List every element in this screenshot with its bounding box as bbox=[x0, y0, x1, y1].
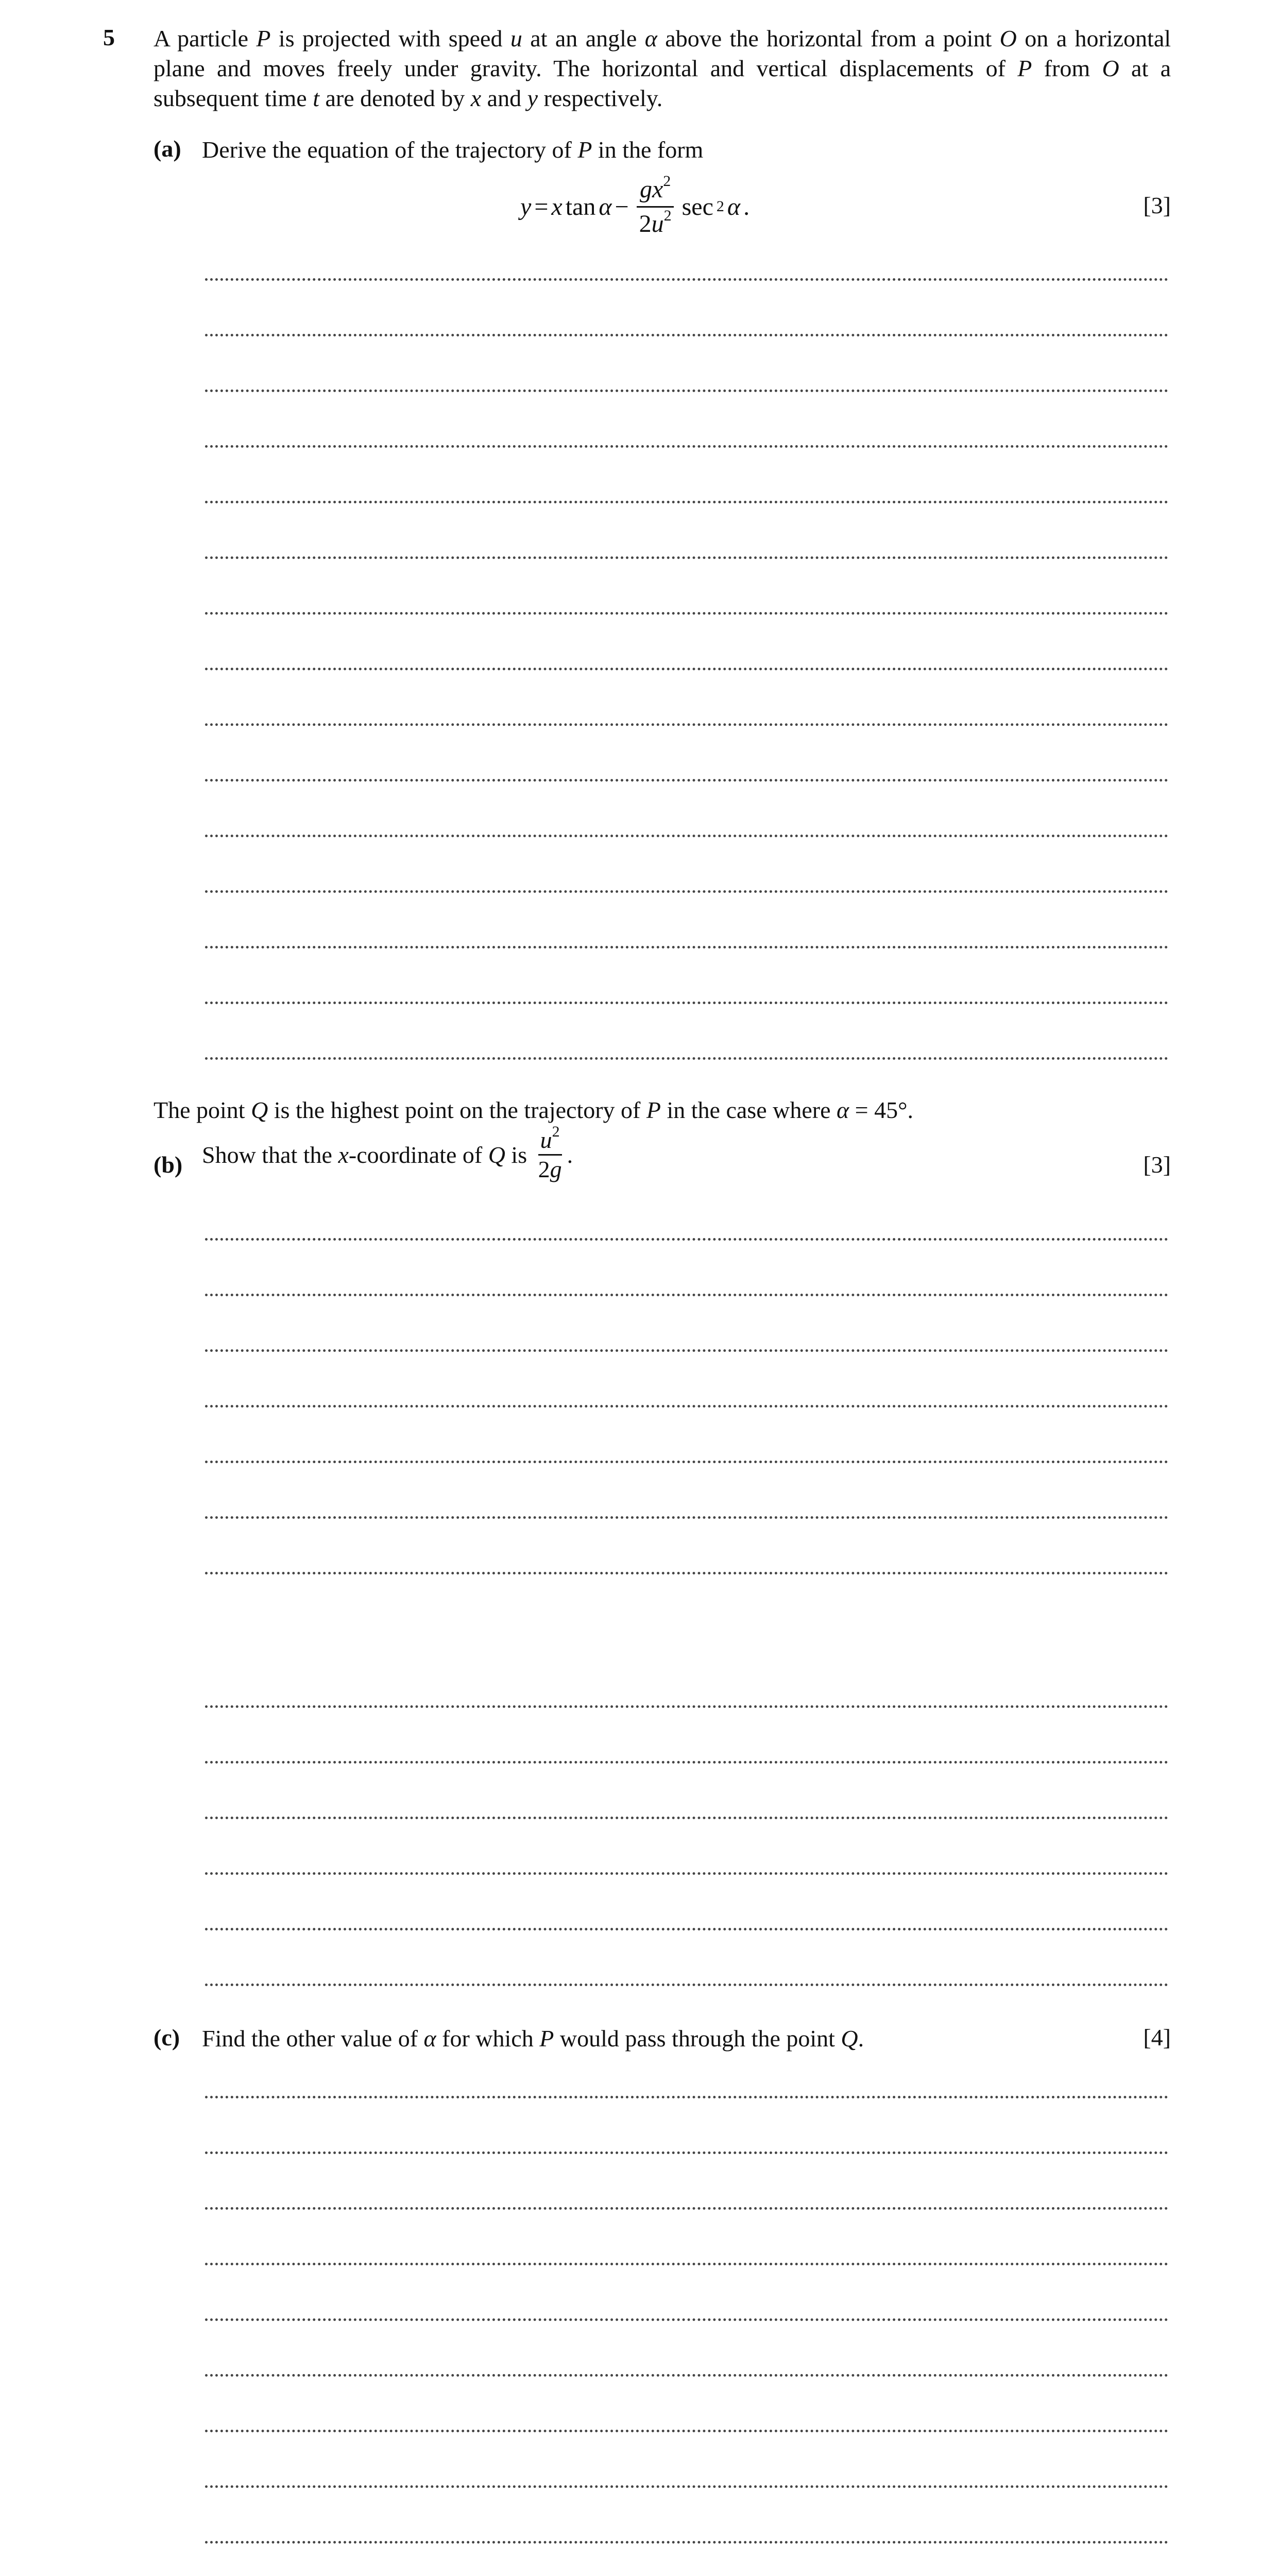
intro-text: on a horizontal plane and moves freely under gravity. The horizontal and vertical displacements of bbox=[154, 25, 1171, 81]
answer-line[interactable] bbox=[205, 2430, 1168, 2432]
part-b-period: . bbox=[567, 1142, 573, 1168]
formula-exponent: 2 bbox=[663, 207, 672, 224]
intro-var: y bbox=[527, 85, 538, 111]
statement-var: P bbox=[646, 1097, 661, 1123]
intro-text: is projected with speed bbox=[270, 25, 510, 52]
answer-line[interactable] bbox=[205, 278, 1168, 281]
part-b-marks: [3] bbox=[1143, 1151, 1171, 1178]
formula-exponent: 2 bbox=[663, 172, 671, 190]
formula-alpha: α bbox=[599, 193, 612, 221]
answer-line[interactable] bbox=[205, 612, 1168, 615]
answer-line[interactable] bbox=[205, 779, 1168, 782]
intro-var: O bbox=[999, 25, 1017, 52]
intro-text: at an angle bbox=[522, 25, 645, 52]
part-c-text-seg: would pass through the point bbox=[554, 2025, 841, 2052]
part-c-label: (c) bbox=[154, 2024, 180, 2050]
part-c-text-seg: . bbox=[858, 2025, 864, 2052]
answer-line[interactable] bbox=[205, 946, 1168, 948]
answer-line[interactable] bbox=[205, 1349, 1168, 1352]
answer-line[interactable] bbox=[205, 389, 1168, 392]
answer-line[interactable] bbox=[205, 2151, 1168, 2154]
answer-line[interactable] bbox=[205, 1872, 1168, 1875]
fraction-two: 2 bbox=[538, 1156, 550, 1182]
formula-x: x bbox=[652, 175, 663, 203]
part-a-text bbox=[202, 135, 703, 165]
part-b-text-seg: Show that the bbox=[202, 1142, 338, 1168]
part-b-text-seg: -coordinate of bbox=[348, 1142, 488, 1168]
part-a-text-seg: Derive the equation of the trajectory of bbox=[202, 137, 578, 163]
answer-line[interactable] bbox=[205, 1984, 1168, 1986]
question-number: 5 bbox=[103, 24, 115, 50]
formula-equals: = bbox=[534, 193, 549, 221]
fraction-g: g bbox=[550, 1156, 562, 1182]
intro-text: from bbox=[1032, 55, 1102, 81]
answer-line[interactable] bbox=[205, 835, 1168, 837]
statement-var: Q bbox=[251, 1097, 268, 1123]
answer-line[interactable] bbox=[205, 2374, 1168, 2377]
formula-two: 2 bbox=[639, 210, 652, 238]
answer-line[interactable] bbox=[205, 334, 1168, 336]
answer-line[interactable] bbox=[205, 1516, 1168, 1519]
part-b-denominator bbox=[536, 1156, 564, 1182]
formula-minus: − bbox=[615, 193, 629, 221]
formula-period: . bbox=[743, 193, 750, 221]
part-a-marks: [3] bbox=[1143, 192, 1171, 218]
part-b-numerator bbox=[538, 1123, 562, 1156]
intro-text: at a subsequent time bbox=[154, 55, 1171, 111]
fraction-exponent: 2 bbox=[552, 1123, 560, 1140]
answer-line[interactable] bbox=[205, 501, 1168, 503]
part-b-var: Q bbox=[488, 1142, 505, 1168]
part-b-text-seg: is bbox=[505, 1142, 527, 1168]
intro-text: are denoted by bbox=[319, 85, 471, 111]
intro-text: A particle bbox=[154, 25, 257, 52]
statement-text: in the case where bbox=[660, 1097, 837, 1123]
answer-line[interactable] bbox=[205, 445, 1168, 448]
answer-line[interactable] bbox=[205, 1002, 1168, 1004]
answer-line[interactable] bbox=[205, 2207, 1168, 2210]
part-b-text bbox=[202, 1123, 573, 1182]
trajectory-equation: y = x tan α − $\frac{gx^2}{2u^2}$ sec 2 α . bbox=[520, 172, 750, 238]
answer-line[interactable] bbox=[205, 1238, 1168, 1241]
formula-numerator bbox=[637, 172, 674, 208]
answer-line[interactable] bbox=[205, 668, 1168, 670]
formula-sec: sec bbox=[681, 193, 713, 221]
formula-u: u bbox=[651, 210, 664, 238]
statement-text: = 45°. bbox=[849, 1097, 913, 1123]
answer-line[interactable] bbox=[205, 2485, 1168, 2488]
intro-var: x bbox=[470, 85, 482, 111]
formula-g: g bbox=[639, 175, 652, 203]
part-c-var: Q bbox=[841, 2025, 858, 2052]
intro-text: above the horizontal from a point bbox=[657, 25, 1000, 52]
answer-line[interactable] bbox=[205, 1572, 1168, 1574]
intro-var: t bbox=[313, 85, 319, 111]
intro-text: and bbox=[481, 85, 527, 111]
answer-line[interactable] bbox=[205, 1928, 1168, 1930]
part-b-label: (b) bbox=[154, 1151, 183, 1178]
answer-line[interactable] bbox=[205, 1461, 1168, 1463]
intro-var: O bbox=[1102, 55, 1119, 81]
intro-var: u bbox=[510, 25, 522, 52]
part-b-prefix bbox=[202, 1142, 527, 1168]
part-b-fraction bbox=[536, 1123, 564, 1182]
answer-line[interactable] bbox=[205, 1405, 1168, 1408]
answer-line[interactable] bbox=[205, 1761, 1168, 1764]
part-c-var: α bbox=[423, 2025, 436, 2052]
answer-line[interactable] bbox=[205, 2318, 1168, 2321]
answer-line[interactable] bbox=[205, 1817, 1168, 1819]
part-c-marks: [4] bbox=[1143, 2024, 1171, 2050]
part-a-label: (a) bbox=[154, 135, 181, 162]
part-c-text bbox=[202, 2024, 864, 2054]
intro-var: P bbox=[256, 25, 271, 52]
formula-denominator bbox=[636, 208, 675, 239]
formula-x: x bbox=[551, 193, 563, 221]
formula-fraction bbox=[636, 172, 675, 239]
answer-line[interactable] bbox=[205, 1057, 1168, 1060]
intro-text: respectively. bbox=[538, 85, 663, 111]
part-c-text-seg: for which bbox=[436, 2025, 540, 2052]
part-a-var: P bbox=[577, 137, 592, 163]
intro-var: P bbox=[1017, 55, 1032, 81]
statement-text: is the highest point on the trajectory of bbox=[268, 1097, 646, 1123]
answer-line[interactable] bbox=[205, 556, 1168, 559]
answer-line[interactable] bbox=[205, 723, 1168, 726]
formula-alpha: α bbox=[727, 193, 741, 221]
answer-line[interactable] bbox=[205, 1294, 1168, 1296]
answer-line[interactable] bbox=[205, 2263, 1168, 2265]
highest-point-statement bbox=[154, 1095, 913, 1125]
answer-line[interactable] bbox=[205, 2096, 1168, 2098]
answer-line[interactable] bbox=[205, 890, 1168, 893]
fraction-u: u bbox=[540, 1127, 552, 1153]
part-c-var: P bbox=[539, 2025, 554, 2052]
part-a-text-seg: in the form bbox=[592, 137, 704, 163]
answer-line[interactable] bbox=[205, 2541, 1168, 2544]
formula-tan: tan bbox=[565, 193, 596, 221]
intro-var: α bbox=[644, 25, 657, 52]
formula-y: y bbox=[520, 193, 532, 221]
part-b-var: x bbox=[338, 1142, 349, 1168]
question-intro bbox=[154, 24, 1171, 113]
part-c-text-seg: Find the other value of bbox=[202, 2025, 424, 2052]
answer-line[interactable] bbox=[205, 1705, 1168, 1708]
statement-var: α bbox=[837, 1097, 849, 1123]
statement-text: The point bbox=[154, 1097, 251, 1123]
